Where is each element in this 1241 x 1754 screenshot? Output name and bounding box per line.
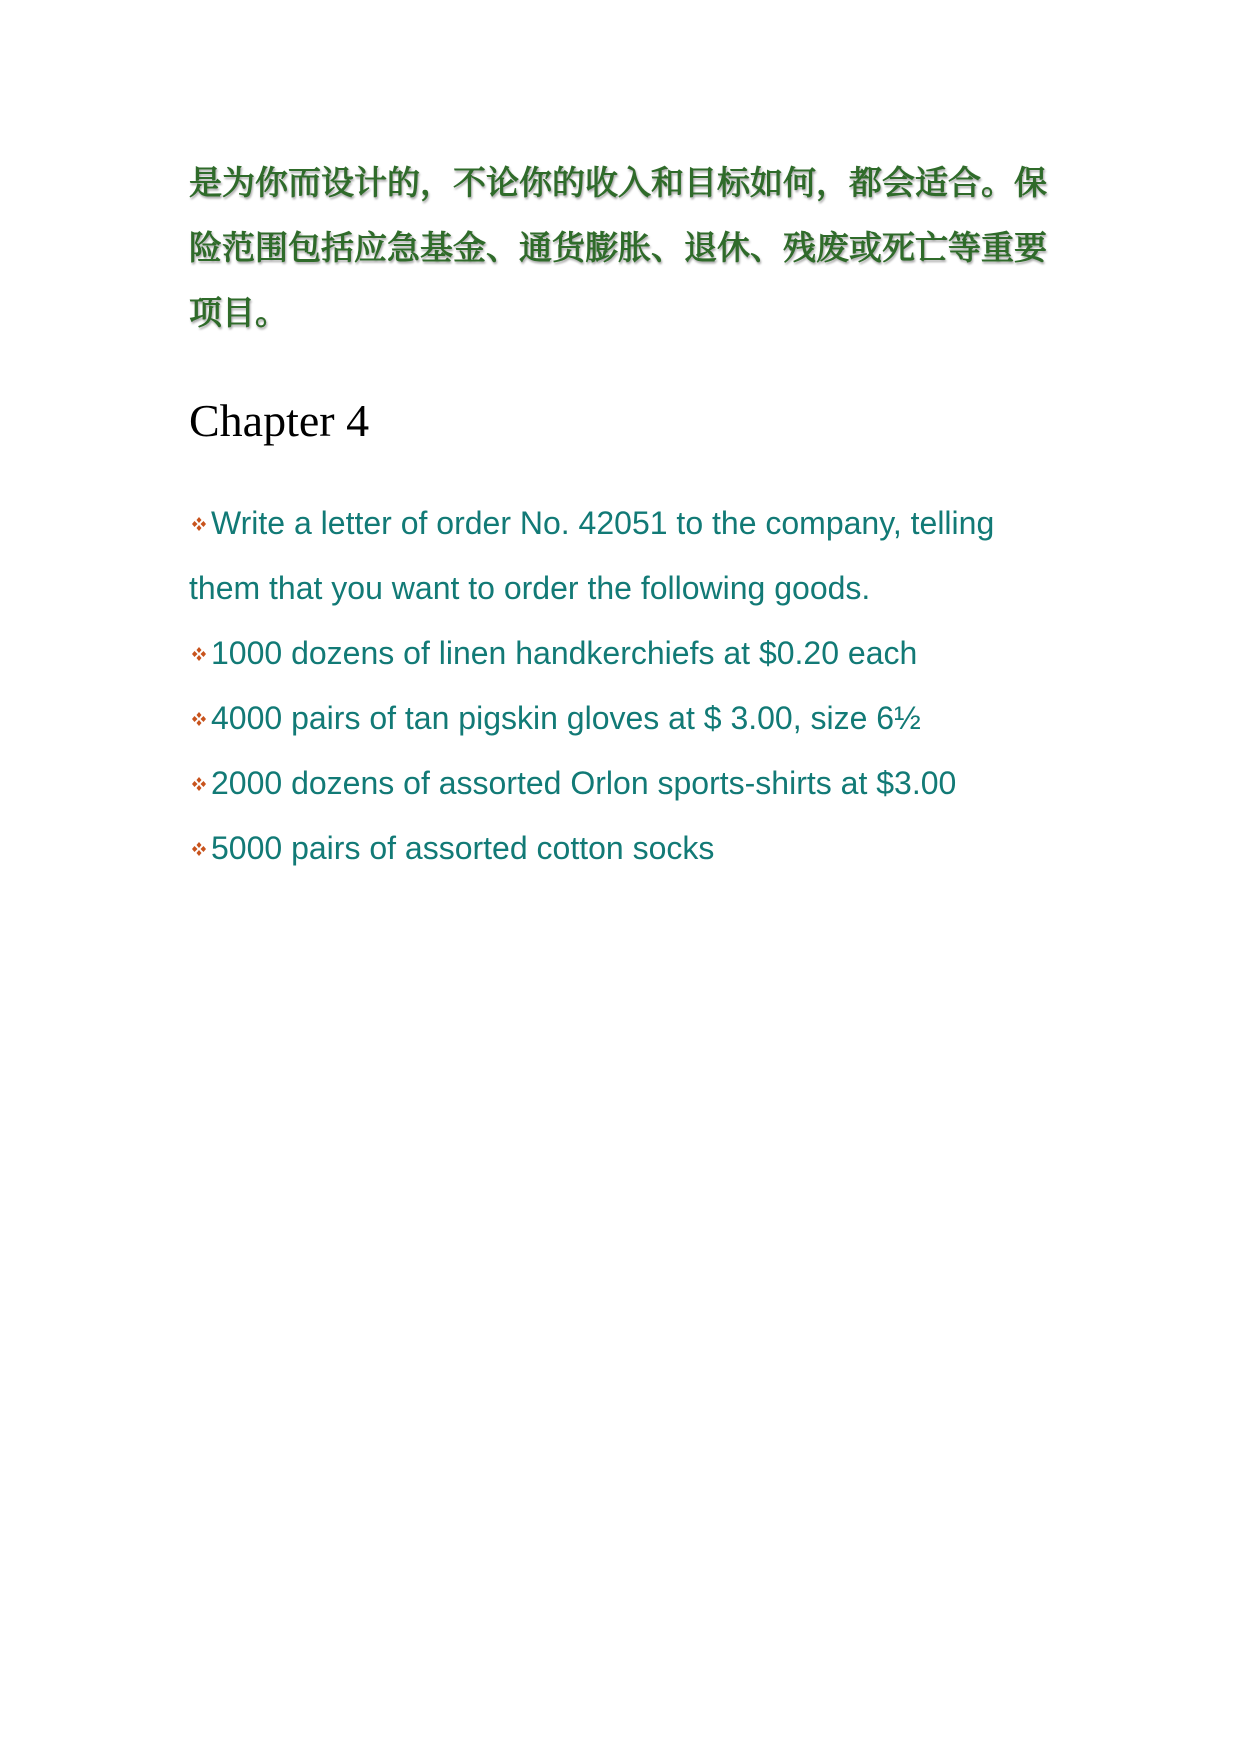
four-diamond-bullet-icon bbox=[189, 644, 209, 664]
document-page bbox=[189, 150, 1069, 881]
paragraph-line: 险范围包括应急基金、通货膨胀、退休、残废或死亡等重要 bbox=[189, 228, 1047, 267]
four-diamond-bullet-icon bbox=[189, 709, 209, 729]
chinese-paragraph bbox=[189, 150, 1069, 345]
task-line bbox=[189, 491, 1069, 556]
list-item bbox=[189, 816, 1069, 881]
paragraph-line: 项目。 bbox=[189, 293, 288, 332]
order-instructions bbox=[189, 491, 1069, 881]
list-item-text: 1000 dozens of linen handkerchiefs at $0.20 each bbox=[211, 635, 918, 671]
list-item-text: 2000 dozens of assorted Orlon sports-shirts at $3.00 bbox=[211, 765, 957, 801]
four-diamond-bullet-icon bbox=[189, 514, 209, 534]
list-item bbox=[189, 621, 1069, 686]
list-item-text: 4000 pairs of tan pigskin gloves at $ 3.00, size 6½ bbox=[211, 700, 921, 736]
four-diamond-bullet-icon bbox=[189, 839, 209, 859]
list-item bbox=[189, 686, 1069, 751]
chapter-heading: Chapter 4 bbox=[189, 395, 370, 446]
four-diamond-bullet-icon bbox=[189, 774, 209, 794]
task-text: Write a letter of order No. 42051 to the company, telling bbox=[211, 505, 995, 541]
paragraph-line: 是为你而设计的，不论你的收入和目标如何，都会适合。保 bbox=[189, 163, 1047, 202]
list-item-text: 5000 pairs of assorted cotton socks bbox=[211, 830, 715, 866]
task-line-continued: them that you want to order the following goods. bbox=[189, 570, 871, 606]
list-item bbox=[189, 751, 1069, 816]
